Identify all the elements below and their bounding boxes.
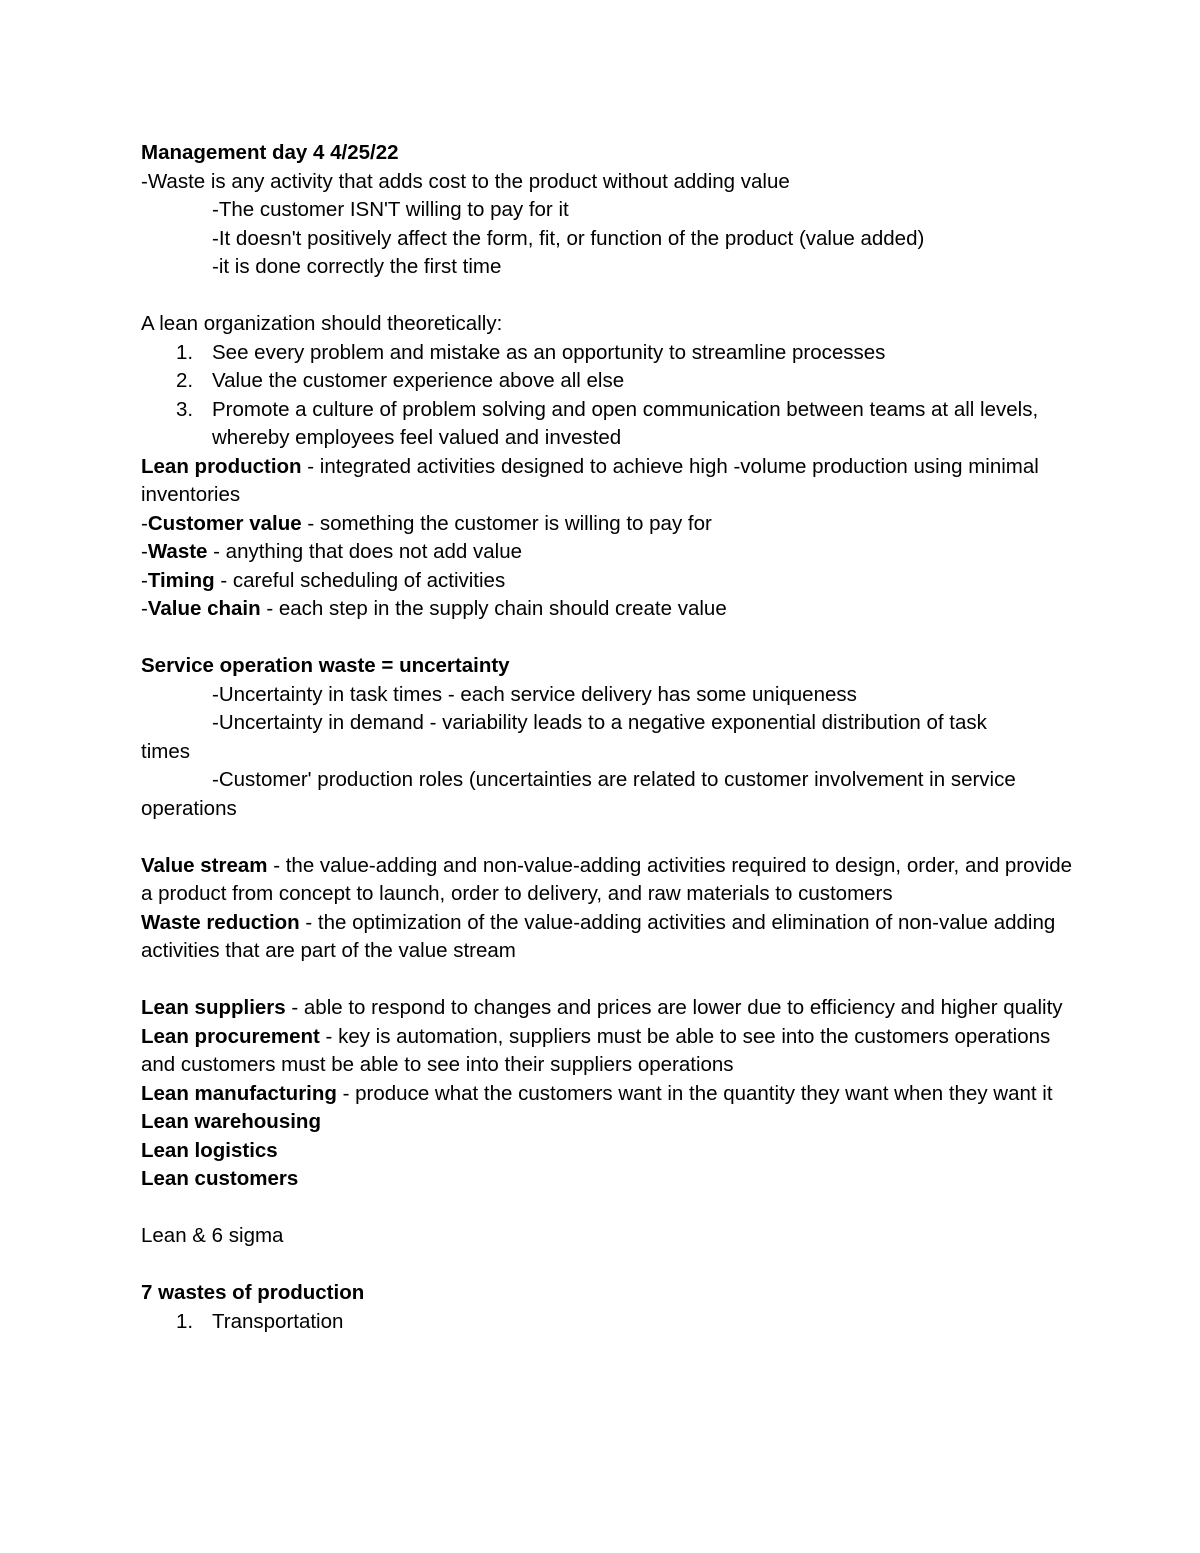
- waste-definition: -Waste is any activity that adds cost to the product without adding value: [141, 169, 790, 193]
- term: Waste reduction: [141, 910, 300, 934]
- definition: - the optimization of the value-adding activities and elimination of non-value adding activities that are part of the value stream: [141, 910, 1061, 962]
- service-item: -Uncertainty in task times - each service delivery has some uniqueness: [212, 682, 857, 706]
- waste-sub-item: -The customer ISN'T willing to pay for it: [212, 198, 569, 221]
- prefix: -: [141, 540, 148, 563]
- spacer: [141, 823, 1081, 852]
- lean-prod-item: [141, 595, 1081, 624]
- term: Lean manufacturing: [141, 1081, 337, 1105]
- spacer: [141, 1251, 1081, 1280]
- list-text: Transportation: [212, 1309, 344, 1333]
- lean-customers: Lean customers: [141, 1167, 299, 1190]
- lean-warehousing: Lean warehousing: [141, 1110, 321, 1133]
- list-number: 3.: [176, 397, 194, 421]
- term: Value stream: [141, 853, 268, 877]
- term: Lean suppliers: [141, 996, 286, 1019]
- lean-prod-item: [141, 510, 1081, 539]
- value-stream-def: [141, 852, 1081, 909]
- term: Lean production: [141, 454, 302, 478]
- spacer: [141, 1194, 1081, 1223]
- lean-production-def: [141, 453, 1081, 510]
- service-item: -Uncertainty in demand - variability leads to a negative exponential distribution of task: [212, 711, 987, 734]
- lean-prod-item: [141, 567, 1081, 596]
- definition: - the value-adding and non-value-adding activities required to design, order, and provide a product from concept to launch, order to delivery, and raw materials to customers: [141, 853, 1078, 905]
- lean-prod-item: [141, 538, 1081, 567]
- lean-manufacturing-def: [141, 1080, 1081, 1109]
- lean-org-intro: A lean organization should theoretically:: [141, 312, 503, 335]
- term: Customer value: [147, 511, 302, 535]
- service-item-wrap: operations: [141, 796, 237, 820]
- lean-suppliers-def: [141, 994, 1081, 1023]
- service-item-wrap: times: [141, 739, 190, 763]
- definition: - something the customer is willing to pay for: [301, 511, 712, 535]
- term: Value chain: [147, 597, 261, 620]
- list-number: 1.: [176, 340, 194, 364]
- term: Waste: [147, 540, 208, 563]
- definition: - anything that does not add value: [207, 540, 523, 563]
- prefix: -: [141, 568, 148, 592]
- lean-six-sigma: Lean & 6 sigma: [141, 1224, 284, 1247]
- list-item: [141, 1308, 1081, 1337]
- definition: - able to respond to changes and prices are lower due to efficiency and higher quality: [285, 996, 1063, 1019]
- waste-reduction-def: [141, 909, 1081, 966]
- definition: - produce what the customers want in the quantity they want when they want it: [336, 1081, 1053, 1105]
- definition: - each step in the supply chain should create value: [260, 597, 727, 620]
- list-number: 2.: [176, 369, 194, 392]
- list-item: [141, 367, 1081, 396]
- definition: - key is automation, suppliers must be able to see into the customers operations and customers must be able to see into their suppliers operations: [141, 1024, 1056, 1076]
- term: Timing: [147, 568, 215, 592]
- list-number: 1.: [176, 1309, 194, 1333]
- list-item: [141, 396, 1081, 453]
- list-text: See every problem and mistake as an opportunity to streamline processes: [212, 340, 886, 364]
- list-text: Value the customer experience above all else: [212, 369, 625, 392]
- service-item: -Customer' production roles (uncertainties are related to customer involvement in service: [212, 768, 1016, 791]
- document-title: Management day 4 4/25/22: [141, 141, 399, 164]
- lean-procurement-def: [141, 1023, 1081, 1080]
- waste-sub-item: -It doesn't positively affect the form, fit, or function of the product (value added): [212, 226, 925, 250]
- service-heading: Service operation waste = uncertainty: [141, 654, 510, 677]
- lean-logistics: Lean logistics: [141, 1138, 278, 1162]
- term: Lean procurement: [141, 1024, 320, 1048]
- prefix: -: [141, 511, 148, 535]
- waste-sub-item: -it is done correctly the first time: [212, 255, 502, 278]
- list-item: [141, 339, 1081, 368]
- prefix: -: [141, 597, 148, 620]
- definition: - integrated activities designed to achieve high -volume production using minimal inventories: [141, 454, 1045, 506]
- wastes-heading: 7 wastes of production: [141, 1281, 365, 1304]
- spacer: [141, 624, 1081, 653]
- spacer: [141, 966, 1081, 995]
- spacer: [141, 282, 1081, 311]
- list-text: Promote a culture of problem solving and open communication between teams at all levels, whereby employees feel valued and invested: [212, 397, 1039, 449]
- document-page: [141, 139, 1081, 1336]
- definition: - careful scheduling of activities: [214, 568, 506, 592]
